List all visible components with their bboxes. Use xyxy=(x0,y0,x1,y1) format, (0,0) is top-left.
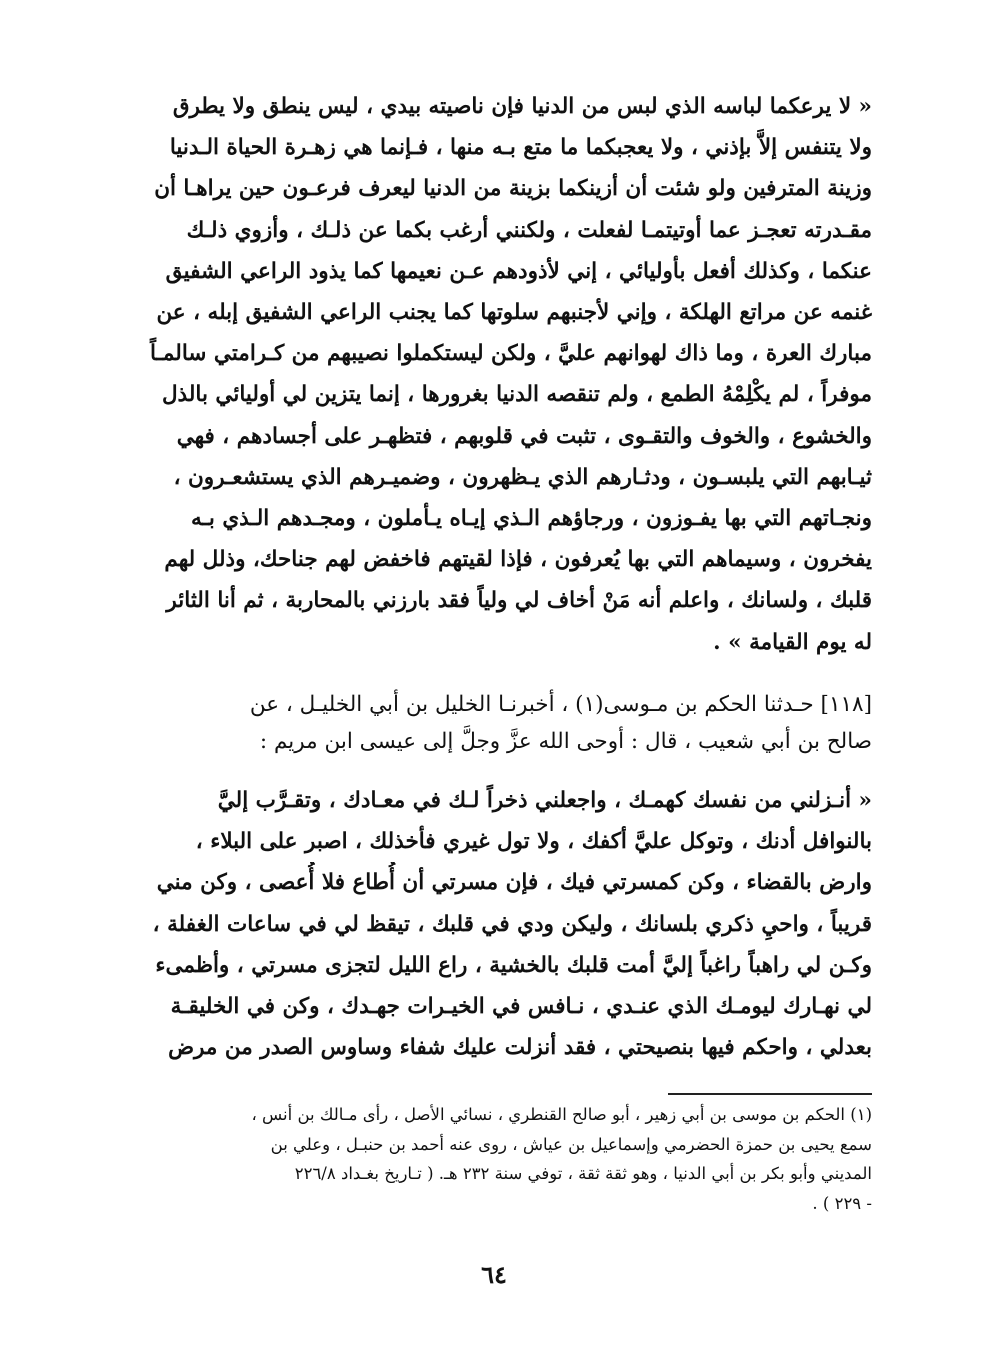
text-line: والخشوع ، والخوف والتقـوى ، تثبت في قلوبهم ، فتظهـر على أجسادهم ، فهي xyxy=(176,423,872,449)
footnote-line: المديني وأبو بكر بن أبي الدنيا ، وهو ثقة ثقة ، توفي سنة ٢٣٢ هـ. ( تـاريخ بغـداد ٢٢٦/٨ xyxy=(294,1164,872,1183)
page-number: ٦٤ xyxy=(481,1260,507,1289)
text-line: قلبك ، ولسانك ، واعلم أنه مَنْ أخاف لي ولياً فقد بارزني بالمحاربة ، ثم أنا الثائر xyxy=(166,588,872,614)
text-line: وكـن لي راهباً راغباً إليَّ أمت قلبك بالخشية ، راع الليل لتجزى مسرتي ، وأظمىء xyxy=(155,952,872,978)
text-line: قريباً ، واحيِ ذكري بلسانك ، وليكن ودي في قلبك ، تيقظ لي في ساعات الغفلة ، xyxy=(152,911,872,937)
text-line: وارض بالقضاء ، وكن كمسرتي فيك ، فإن مسرتي أن أُطاع فلا أُعصى ، وكن مني xyxy=(156,870,872,896)
text-line: له يوم القيامة » . xyxy=(713,629,872,655)
text-line: يفخرون ، وسيماهم التي بها يُعرفون ، فإذا لقيتهم فاخفض لهم جناحك، وذلل لهم xyxy=(164,547,872,573)
text-line: لي نهـارك ليومـك الذي عنـدي ، نـافس في الخيـرات جهـدك ، وكن في الخليقـة xyxy=(170,994,872,1020)
footnote-divider xyxy=(668,1093,872,1095)
text-line: ونجـاتهم التي بها يفـوزون ، ورجاؤهم الـذي إيـاه يـأملون ، ومجـدهم الـذي بـه xyxy=(191,506,872,532)
text-line: مبارك العرة ، وما ذاك لهوانهم عليَّ ، ولكن ليستكملوا نصيبهم من كـرامتي سالمـاً xyxy=(150,341,872,367)
text-line: غنمه عن مراتع الهلكة ، وإني لأجنبهم سلوتها كما يجنب الراعي الشفيق إبله ، عن xyxy=(156,300,872,326)
text-line: [١١٨] حـدثنا الحكم بن مـوسى(١) ، أخبرنـا الخليل بن أبي الخليـل ، عن xyxy=(249,692,872,717)
footnote-block xyxy=(120,1100,872,1218)
footnote-line: (١) الحكم بن موسى بن أبي زهير ، أبو صالح القنطري ، نسائي الأصل ، رأى مـالك بن أنس ، xyxy=(251,1105,872,1124)
text-line: « لا يرعكما لباسه الذي لبس من الدنيا فإن ناصيته بيدي ، ليس ينطق ولا يطرق xyxy=(172,94,872,119)
text-line: ثيـابهم التي يلبسـون ، ودثـارهم الذي يـظهرون ، وضميـرهم الذي يستشعـرون ، xyxy=(173,464,872,490)
text-line: بالنوافل أدنك ، وتوكل عليَّ أكفك ، ولا تول غيري فأخذلك ، اصبر على البلاء ، xyxy=(195,829,872,855)
footnote-line: - ٢٢٩ ) . xyxy=(812,1193,872,1213)
hadith-118-paragraph xyxy=(120,686,872,760)
footnote-line: سمع يحيى بن حمزة الحضرمي وإسماعيل بن عياش ، روى عنه أحمد بن حنبـل ، وعلي بن xyxy=(270,1134,872,1154)
text-line: صالح بن أبي شعيب ، قال : أوحى الله عزَّ وجلَّ إلى عيسى ابن مريم : xyxy=(259,729,872,754)
quote-paragraph-1 xyxy=(120,86,872,663)
text-line: مقـدرته تعجـز عما أوتيتمـا لفعلت ، ولكنني أرغب بكما عن ذلـك ، وأزوي ذلـك xyxy=(186,217,872,243)
text-line: موفراً ، لم يكْلِمْهُ الطمع ، ولم تنقصه الدنيا بغرورها ، إنما يتزين لي أوليائي بالذل xyxy=(161,382,872,408)
text-line: بعدلي ، واحكم فيها بنصيحتي ، فقد أنزلت عليك شفاء وساوس الصدر من مرض xyxy=(168,1035,872,1061)
text-line: « أنـزلني من نفسك كهمـك ، واجعلني ذخراً لـك في معـادك ، وتقـرَّب إليَّ xyxy=(217,788,872,813)
text-line: ولا يتنفس إلاَّ بإذني ، ولا يعجبكما ما متع بـه منها ، فـإنما هي زهـرة الحياة الـدنيا xyxy=(169,135,872,161)
text-line: عنكما ، وكذلك أفعل بأوليائي ، إني لأذودهم عـن نعيمها كما يذود الراعي الشفيق xyxy=(165,258,872,284)
quote-paragraph-2 xyxy=(120,780,872,1068)
text-line: وزينة المترفين ولو شئت أن أزينكما بزينة من الدنيا ليعرف فرعـون حين يراهـا أن xyxy=(154,176,872,202)
